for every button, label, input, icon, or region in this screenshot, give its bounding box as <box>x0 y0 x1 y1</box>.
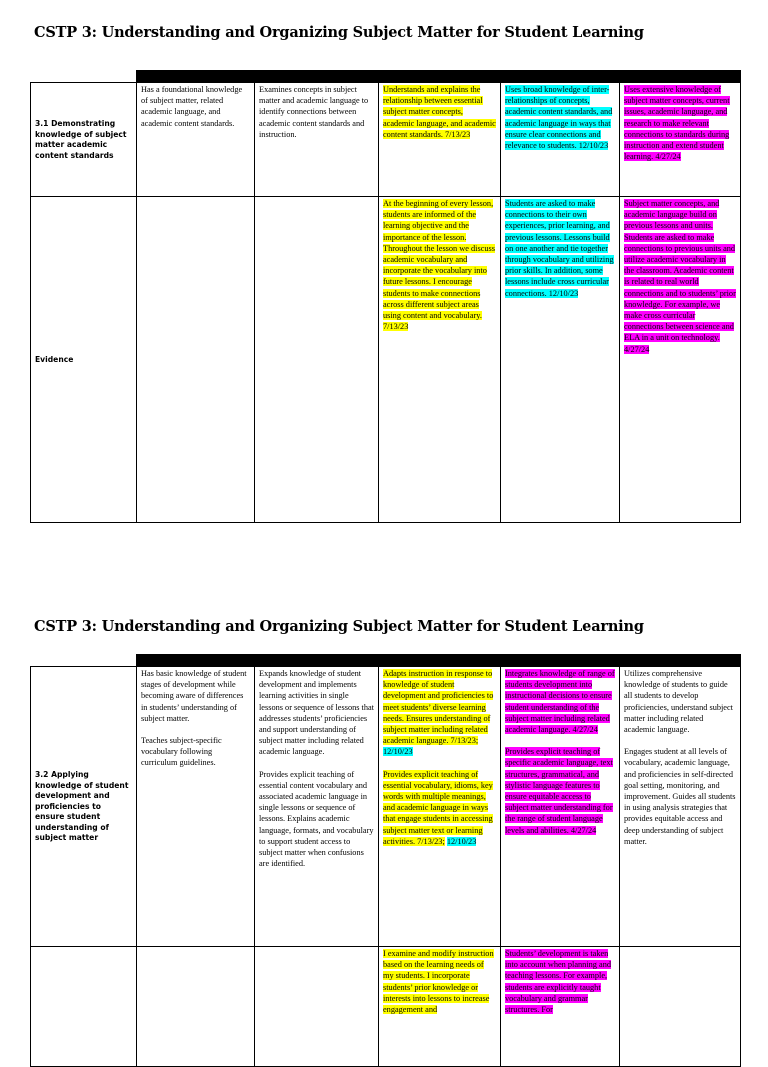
table-row-evidence <box>31 197 741 523</box>
level-3-para-2-date: 12/10/23 <box>446 836 477 846</box>
level-4-para-2: Provides explicit teaching of specific academic language, text structures, grammatical, and stylistic language features to ensure equitable access to subject matter understanding for the range of student language levels and abilities. 4/27/24 <box>505 747 613 835</box>
table-row-evidence-2 <box>31 947 741 1067</box>
evidence-label-cell-2 <box>31 947 137 1067</box>
level-1-para-2: Teaches subject-specific vocabulary following curriculum guidelines. <box>141 736 222 768</box>
level-3-para-1-date: 12/10/23 <box>383 747 413 757</box>
row-label-3-2: 3.2 Applying knowledge of student development and proficiencies to ensure student understanding of subject matter <box>31 667 137 947</box>
level-4-cell-2 <box>501 667 620 947</box>
rubric-table-3-2 <box>30 654 741 1067</box>
level-5-text: Uses extensive knowledge of subject matter concepts, current issues, academic language, and research to make relevant connections to standards during instruction and extend student learning. 4/27/24 <box>624 85 730 162</box>
page-title-section-1: CSTP 3: Understanding and Organizing Subject Matter for Student Learning <box>34 24 644 41</box>
level-1-cell <box>137 83 255 197</box>
evidence2-cell-3 <box>379 947 501 1067</box>
header-black-bar <box>137 71 741 83</box>
evidence-text-5: Subject matter concepts, and academic language build on previous lessons and units. Students are asked to make connections to previous units and utilize academic vocabulary in the classroom. Academic content is related to real world connections and to students’ prior knowledge. For example, we make cross curricular connections between science and ELA in a unit on technology. 4/27/24 <box>624 199 736 354</box>
table-row-standard-2 <box>31 667 741 947</box>
header-blank-cell-2 <box>31 655 137 667</box>
level-2-cell-2 <box>255 667 379 947</box>
level-2-cell <box>255 83 379 197</box>
evidence2-cell-2 <box>255 947 379 1067</box>
evidence-text-3: At the beginning of every lesson, students are informed of the learning objective and the importance of the lesson. Throughout the lesson we discuss academic vocabulary and incorporate the vocabulary into future lessons. I encourage students to make connections across different subject areas using content and vocabulary. 7/13/23 <box>383 199 495 332</box>
evidence2-cell-5 <box>620 947 741 1067</box>
page-title-section-2: CSTP 3: Understanding and Organizing Subject Matter for Student Learning <box>34 618 644 635</box>
evidence-cell-2 <box>255 197 379 523</box>
level-5-para-1: Utilizes comprehensive knowledge of students to guide all students to develop proficiencies, understand subject matter including related academic language. <box>624 669 733 735</box>
level-2-para-2: Provides explicit teaching of essential content vocabulary and associated academic language in single lessons or sequence of lessons. Explains academic language, formats, and vocabulary to support student access to subject matter when confusions are identified. <box>259 769 374 869</box>
header-black-bar-2 <box>137 655 741 667</box>
level-2-text: Examines concepts in subject matter and academic language to identify connections between academic content standards and instruction. <box>259 85 369 139</box>
evidence2-cell-1 <box>137 947 255 1067</box>
evidence-cell-5 <box>620 197 741 523</box>
level-4-cell <box>501 83 620 197</box>
level-3-para-1: Adapts instruction in response to knowledge of student development and proficiencies to meet students’ diverse learning needs. Ensures understanding of subject matter including related academic language. 7/13/23; <box>383 669 494 746</box>
rubric-table-3-1 <box>30 70 741 523</box>
evidence-label: Evidence <box>31 197 137 523</box>
level-1-para-1: Has basic knowledge of student stages of development while becoming aware of differences in students’ understanding of subject matter. <box>141 669 247 723</box>
row-label-3-1: 3.1 Demonstrating knowledge of subject matter academic content standards <box>31 83 137 197</box>
level-5-cell-2 <box>620 667 741 947</box>
evidence-text-4: Students are asked to make connections to their own experiences, prior learning, and previous lessons. Lessons build on one another and tie together through vocabulary and utilizing prior skills. In addition, some lessons include cross curricular connections. 12/10/23 <box>505 199 614 298</box>
evidence-cell-4 <box>501 197 620 523</box>
level-1-text: Has a foundational knowledge of subject matter, related academic language, and academic content standards. <box>141 85 243 128</box>
level-3-cell-2 <box>379 667 501 947</box>
table-header-row-2 <box>31 655 741 667</box>
evidence2-text-4: Students’ development is taken into account when planning and teaching lessons. For example, students are explicitly taught vocabulary and grammar structures. For <box>505 949 611 1015</box>
level-4-text: Uses broad knowledge of inter-relationships of concepts, academic content standards, and academic language in ways that ensure clear connections and relevance to students. 12/10/23 <box>505 85 613 151</box>
level-3-para-2: Provides explicit teaching of essential vocabulary, idioms, key words with multiple meanings, and academic language in ways that engage students in accessing subject matter text or learning activities. 7/13/23; <box>383 769 493 846</box>
level-4-para-1: Integrates knowledge of range of students development into instructional decisions to ensure student understanding of the subject matter including related academic language. 4/27/24 <box>505 669 615 735</box>
evidence-cell-1 <box>137 197 255 523</box>
level-1-cell-2 <box>137 667 255 947</box>
header-blank-cell <box>31 71 137 83</box>
level-2-para-1: Expands knowledge of student development and implements learning activities in single lessons or sequence of lessons that addresses students’ proficiencies and support understanding of subject matter including related academic language. <box>259 669 374 757</box>
level-3-cell <box>379 83 501 197</box>
evidence-cell-3 <box>379 197 501 523</box>
level-5-para-2: Engages student at all levels of vocabulary, academic language, and proficiencies in self-directed goal setting, monitoring, and improvement. Guides all students in using analysis strategies that provides equitable access and deep understanding of subject matter. <box>624 747 736 846</box>
table-row-standard <box>31 83 741 197</box>
evidence2-text-3: I examine and modify instruction based on the learning needs of my students. I incorporate students’ prior knowledge or interests into lessons to increase engagement and <box>383 949 494 1015</box>
evidence2-cell-4 <box>501 947 620 1067</box>
level-5-cell <box>620 83 741 197</box>
level-3-text: Understands and explains the relationship between essential subject matter concepts, academic language, and academic content standards. 7/13/23 <box>383 85 496 139</box>
table-header-row <box>31 71 741 83</box>
